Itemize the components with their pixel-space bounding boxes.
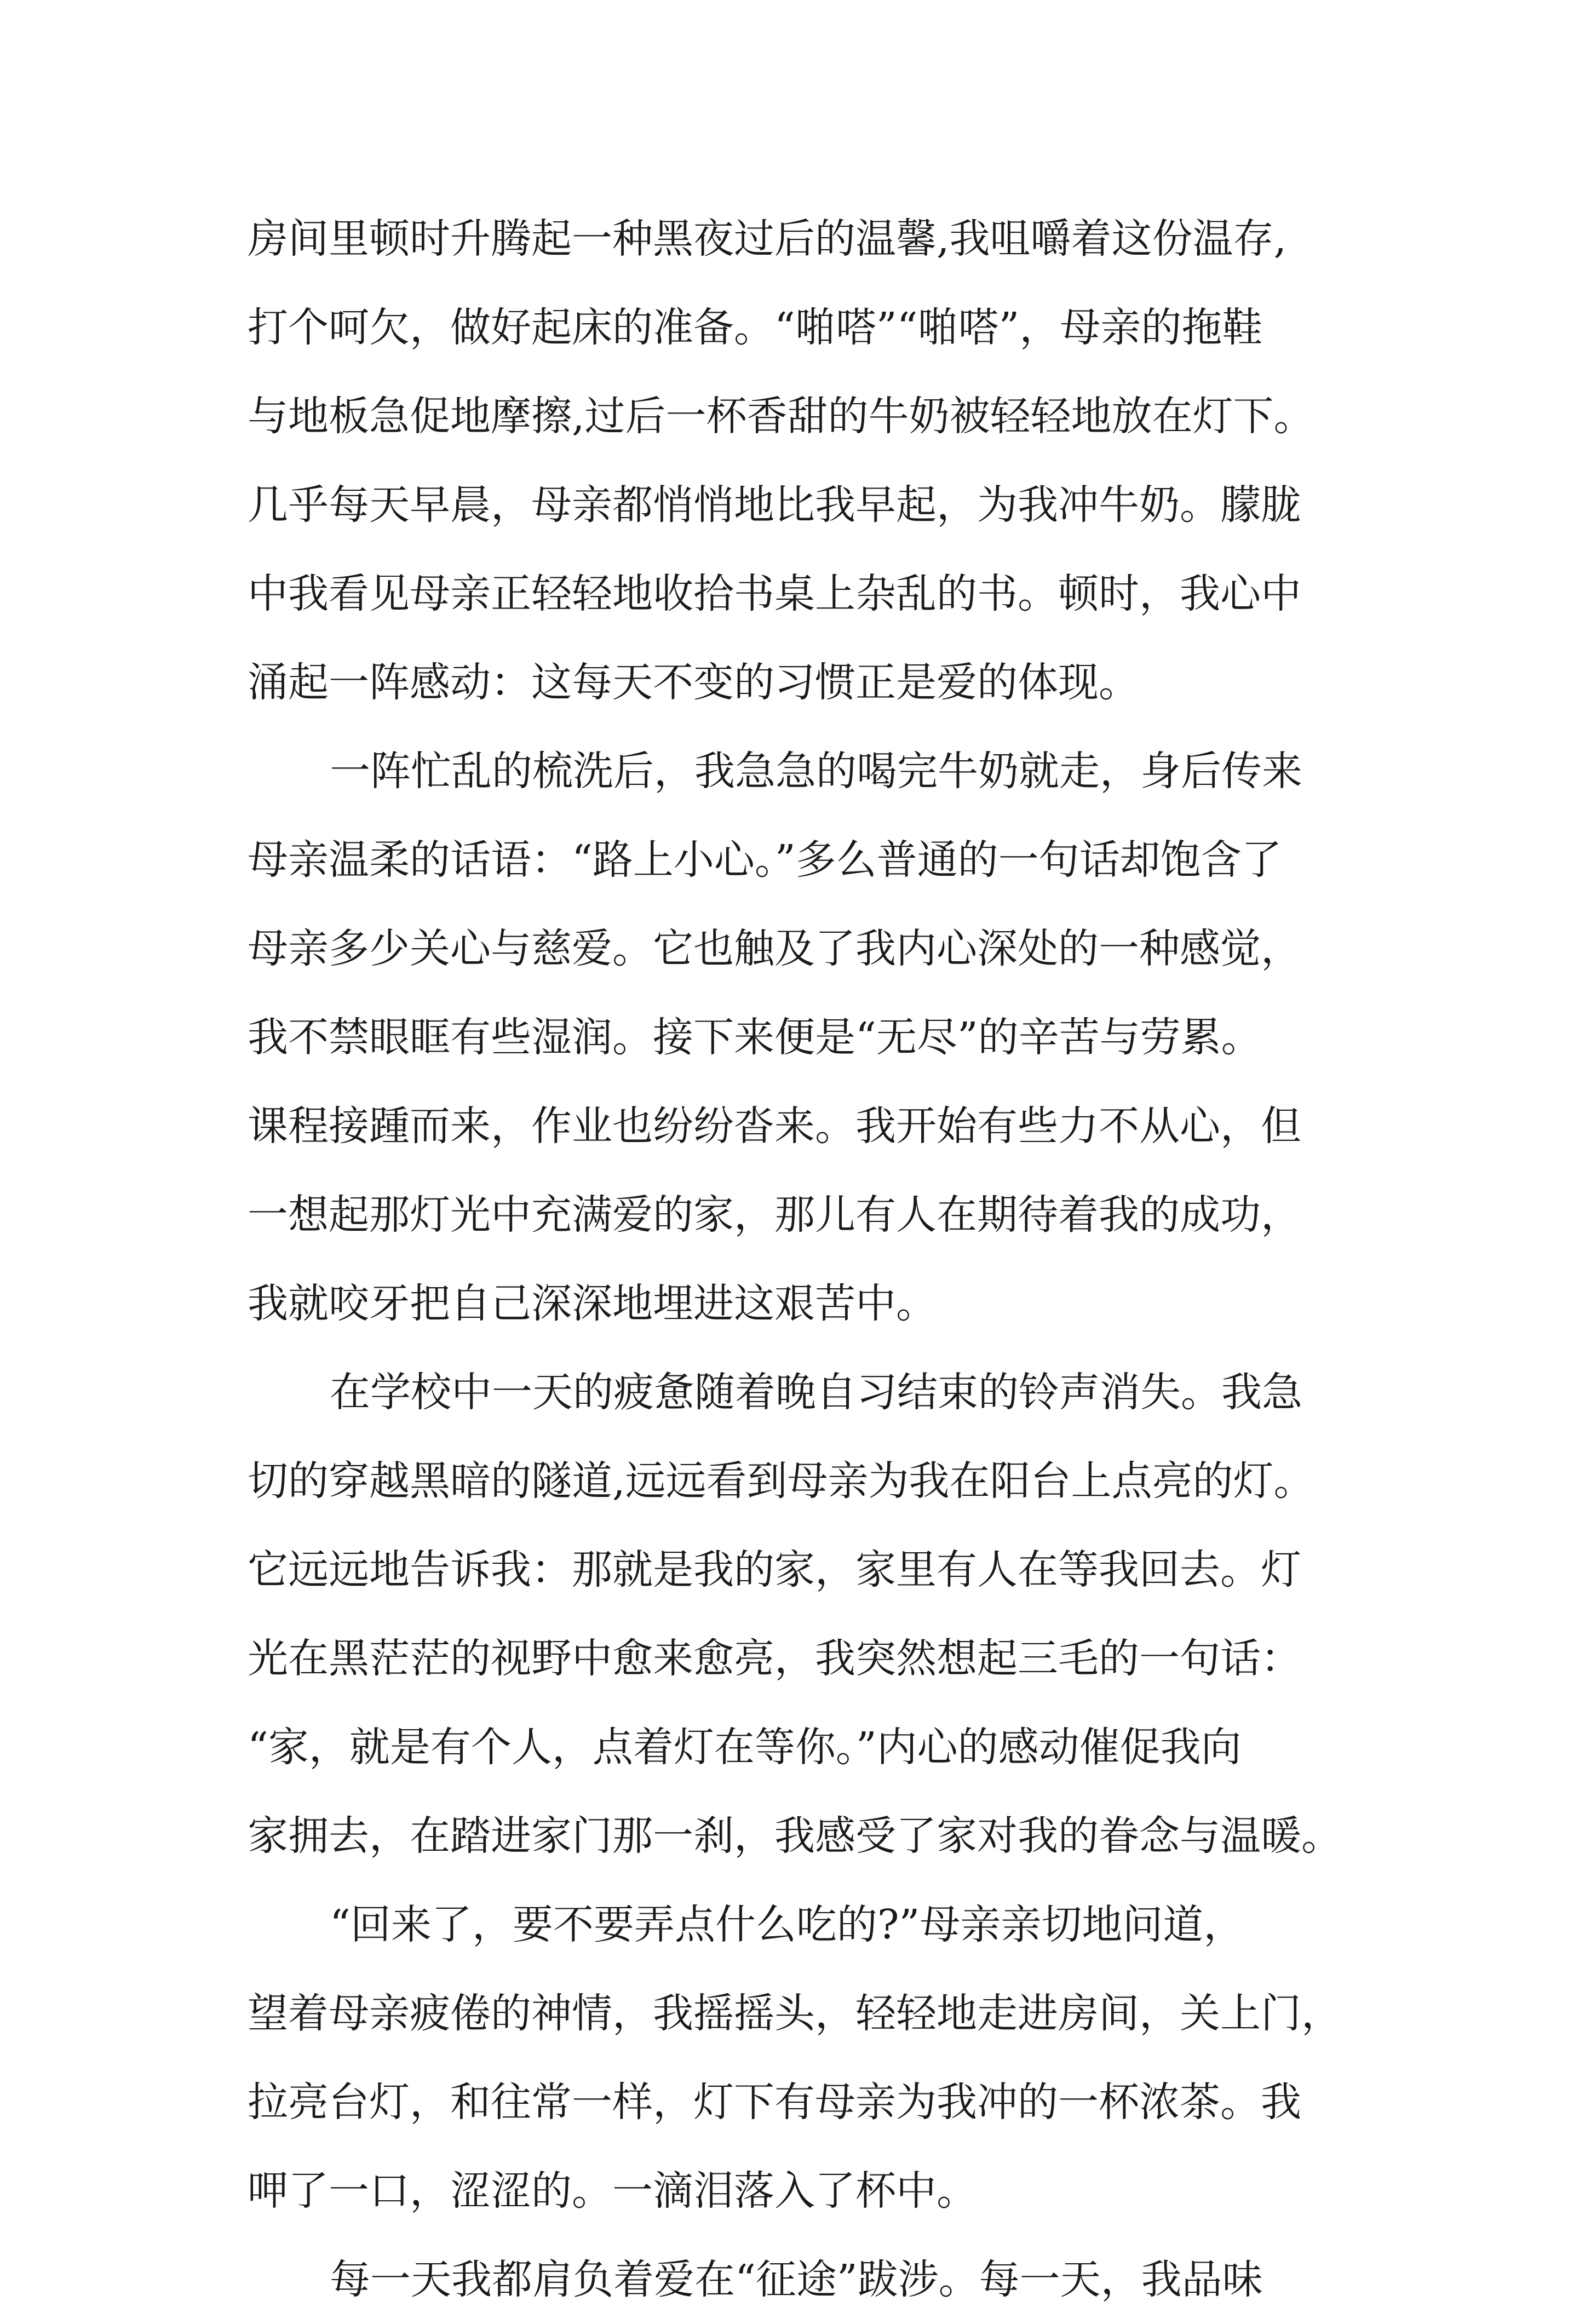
text-line: 在学校中一天的疲惫随着晚自习结束的铃声消失。我急 — [330, 1369, 1302, 1416]
text-line: 它远远地告诉我：那就是我的家，家里有人在等我回去。灯 — [248, 1546, 1301, 1593]
text-line: 涌起一阵感动：这每天不变的习惯正是爱的体现。 — [248, 659, 1139, 706]
text-line: 我就咬牙把自己深深地埋进这艰苦中。 — [248, 1280, 937, 1327]
text-line: 母亲温柔的话语：“路上小心。”多么普通的一句话却饱含了 — [248, 836, 1282, 883]
text-line: 房间里顿时升腾起一种黑夜过后的温馨,我咀嚼着这份温存, — [248, 215, 1287, 262]
text-line: 一阵忙乱的梳洗后，我急急的喝完牛奶就走，身后传来 — [330, 748, 1302, 795]
text-line: 家拥去，在踏进家门那一刹，我感受了家对我的眷念与温暖。 — [248, 1812, 1342, 1860]
text-line: 望着母亲疲倦的神情，我摇摇头，轻轻地走进房间，关上门， — [248, 1990, 1342, 2037]
text-line: 一想起那灯光中充满爱的家，那儿有人在期待着我的成功， — [248, 1191, 1301, 1238]
text-line: “回来了，要不要弄点什么吃的?”母亲亲切地问道， — [330, 1901, 1244, 1948]
text-line: “家，就是有个人，点着灯在等你。”内心的感动催促我向 — [248, 1724, 1242, 1771]
text-line: 几乎每天早晨，母亲都悄悄地比我早起，为我冲牛奶。朦胧 — [248, 481, 1301, 529]
text-line: 中我看见母亲正轻轻地收拾书桌上杂乱的书。顿时，我心中 — [248, 570, 1301, 617]
essay-body — [248, 194, 1398, 2324]
text-line: 切的穿越黑暗的隧道,远远看到母亲为我在阳台上点亮的灯。 — [248, 1457, 1314, 1505]
text-line: 与地板急促地摩擦,过后一杯香甜的牛奶被轻轻地放在灯下。 — [248, 393, 1314, 440]
text-line: 课程接踵而来，作业也纷纷沓来。我开始有些力不从心，但 — [248, 1103, 1301, 1150]
text-line: 呷了一口，涩涩的。一滴泪落入了杯中。 — [248, 2167, 977, 2214]
text-line: 打个呵欠，做好起床的准备。“啪嗒”“啪嗒”，母亲的拖鞋 — [248, 304, 1263, 351]
text-line: 我不禁眼眶有些湿润。接下来便是“无尽”的辛苦与劳累。 — [248, 1014, 1262, 1061]
text-line: 光在黑茫茫的视野中愈来愈亮，我突然想起三毛的一句话： — [248, 1635, 1301, 1682]
text-line: 每一天我都肩负着爱在“征途”跋涉。每一天，我品味 — [330, 2256, 1263, 2303]
text-line: 母亲多少关心与慈爱。它也触及了我内心深处的一种感觉， — [248, 925, 1301, 972]
text-line: 拉亮台灯，和往常一样，灯下有母亲为我冲的一杯浓茶。我 — [248, 2079, 1301, 2126]
